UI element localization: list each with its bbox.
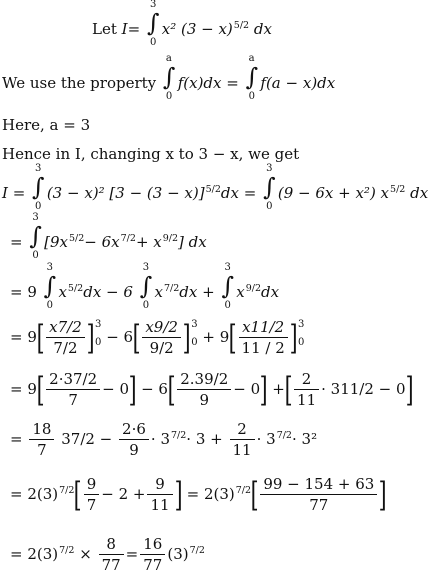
term: (3) (167, 544, 189, 563)
integral-sign: ∫ a 0 (162, 53, 176, 102)
exponent: 9/2 (162, 233, 179, 244)
term: = 2(3) (10, 544, 59, 563)
integrand: f(a − x)dx (260, 74, 336, 92)
term: x (58, 283, 67, 301)
line-property (2, 53, 336, 102)
lower-limit: 0 (266, 201, 273, 212)
equals-sign: = (226, 74, 239, 92)
denominator: 11 (297, 391, 317, 409)
lower-limit: 0 (165, 91, 173, 102)
line-substitution (2, 163, 428, 212)
term: = 2(3) (10, 484, 59, 503)
integral-sign: ∫ 3 0 (146, 0, 160, 48)
lower-limit: 0 (32, 250, 39, 261)
exponent: 5/2 (69, 233, 85, 244)
numerator: x7/2 (46, 318, 85, 338)
lower-limit: 0 (95, 336, 102, 348)
denominator: 7/2 (53, 339, 78, 357)
lower-limit: 0 (248, 91, 255, 102)
equals-sign: = (10, 429, 23, 448)
upper-limit: 3 (149, 0, 157, 10)
limits (95, 320, 101, 356)
integrand: f(x)dx (177, 74, 222, 92)
upper-limit: 3 (46, 262, 54, 273)
upper-limit: 3 (266, 163, 273, 174)
integrand: (9 − 6x + x²) x (277, 184, 390, 202)
lower-limit: 0 (224, 300, 231, 311)
term: − 0 (102, 379, 130, 398)
lower-limit: 0 (191, 336, 198, 348)
upper-limit: 3 (95, 318, 102, 330)
here-text: Here, a = 3 (2, 116, 91, 134)
denominator: 7 (86, 496, 97, 514)
term: dx − 6 (83, 283, 133, 301)
numerator: 8 (99, 535, 124, 555)
term: − 6x (84, 233, 120, 251)
fraction (230, 420, 255, 459)
numerator: 2·37/2 (46, 370, 100, 390)
upper-limit: 3 (35, 163, 42, 174)
coefficient: = 9 (10, 283, 37, 301)
upper-limit: 3 (298, 318, 305, 330)
denominator: 9 (199, 391, 210, 409)
differential: dx (410, 184, 428, 202)
upper-limit: 3 (224, 262, 231, 273)
denominator: 11 (232, 441, 252, 459)
numerator: x9/2 (142, 318, 181, 338)
line-expanded (10, 212, 207, 261)
fraction (46, 318, 85, 357)
upper-limit: a (248, 53, 255, 64)
fraction (140, 535, 165, 574)
integral-sign: ∫ a 0 (245, 53, 259, 102)
limits (298, 320, 304, 356)
line-let-integral (92, 0, 272, 48)
term: x (154, 283, 163, 301)
lower-limit: 0 (46, 300, 54, 311)
denominator: 9/2 (149, 339, 174, 357)
exponent: 7/2 (59, 484, 75, 496)
equals-sign: = (125, 544, 139, 563)
operator: − 6 (106, 327, 134, 346)
fraction (99, 535, 124, 574)
term: · 3² (291, 429, 318, 448)
numerator: 18 (29, 420, 54, 440)
line-simplified (10, 420, 317, 459)
lower-limit: 0 (298, 336, 305, 348)
denominator: 9 (129, 441, 139, 459)
line-antiderivatives: = 9[ $\frac{x7/2}{7/2}$ ] 3 0 − 6[ $\frac{x9/2}{9/2}$ ] 3 0 + 9[ $\frac{x11/2}{11 / 2}$ ] 3 0 (10, 317, 305, 358)
denominator: 11 / 2 (241, 339, 285, 357)
term: + x (135, 233, 162, 251)
term: x (236, 283, 245, 301)
coefficient: = 9 (10, 327, 37, 346)
fraction (46, 370, 100, 409)
exponent: 7/2 (120, 233, 136, 244)
numerator: 2.39/2 (177, 370, 231, 390)
term: · 3 (150, 429, 170, 448)
term: dx (261, 283, 280, 301)
integral-sign: ∫ 3 0 (221, 262, 234, 311)
lhs: I = (2, 184, 26, 202)
term: · 311/2 − 0 (321, 379, 406, 398)
operator: − 6 (141, 379, 168, 398)
term: = 2(3) (186, 484, 235, 503)
term: ] dx (178, 233, 207, 251)
denominator: 77 (101, 556, 121, 574)
exponent: 5/2 (390, 184, 406, 195)
term: [9x (44, 233, 68, 251)
exponent: 7/2 (189, 544, 205, 556)
fraction (119, 420, 149, 459)
exponent: 7/2 (59, 544, 75, 556)
fraction (84, 475, 100, 514)
integral-sign: ∫ 3 0 (139, 262, 153, 311)
equals-sign: = (10, 233, 23, 251)
differential: dx = (220, 184, 257, 202)
hence-text: Hence in I, changing x to 3 − x, we get (2, 145, 300, 163)
operator: + 9 (202, 327, 230, 346)
limits (191, 320, 197, 356)
upper-limit: 3 (191, 318, 198, 330)
integral-sign: ∫ 3 0 (43, 262, 57, 311)
numerator: x11/2 (239, 318, 288, 338)
integrand: (3 − x)² [3 − (3 − x)] (46, 184, 205, 202)
upper-limit: 3 (32, 212, 39, 223)
let-word: Let (92, 20, 117, 38)
integral-sign: ∫ 3 0 (263, 163, 276, 212)
line-final-answer (10, 535, 205, 574)
lower-limit: 0 (35, 201, 42, 212)
exponent: 5/2 (67, 283, 84, 294)
fraction (260, 475, 377, 514)
fraction (177, 370, 231, 409)
exponent: 7/2 (276, 429, 292, 441)
upper-limit: a (165, 53, 172, 64)
operator: + (272, 379, 285, 398)
fraction (294, 370, 319, 409)
numerator: 9 (84, 475, 100, 495)
numerator: 16 (140, 535, 165, 555)
term: − 0 (233, 379, 261, 398)
integral-name: I (121, 20, 128, 38)
differential: dx (253, 20, 272, 38)
upper-limit: 3 (142, 262, 150, 273)
denominator: 11 (150, 496, 170, 514)
fraction (142, 318, 181, 357)
numerator: 2 (230, 420, 255, 440)
equals-sign: = (127, 20, 141, 38)
term: · 3 + (186, 429, 223, 448)
exponent: 5/2 (205, 184, 221, 195)
times-sign: × (79, 544, 92, 563)
integral-sign: ∫ 3 0 (29, 212, 42, 261)
fraction (239, 318, 288, 357)
exponent: 9/2 (245, 283, 261, 294)
fraction (147, 475, 172, 514)
line-split-integrals (10, 262, 280, 311)
exponent: 7/2 (235, 484, 252, 496)
term: − 2 + (101, 484, 146, 503)
denominator: 77 (143, 556, 163, 574)
term: · 3 (256, 429, 276, 448)
integral-sign: ∫ 3 0 (32, 163, 45, 212)
fraction (29, 420, 54, 459)
term: dx + (179, 283, 215, 301)
numerator: 2 (294, 370, 319, 390)
denominator: 7 (37, 441, 47, 459)
numerator: 9 (147, 475, 172, 495)
property-text: We use the property (2, 74, 157, 92)
exponent: 7/2 (163, 283, 180, 294)
line-evaluated: = 9[ $\frac{2\cdot 37/2}{7}$ − 0] − 6[ $\frac{2.39/2}{9}$ − 0] +[ $\frac{2}{11}$ · 311/2 − 0] (10, 369, 414, 410)
exponent: 5/2 (233, 20, 250, 31)
lower-limit: 0 (142, 300, 150, 311)
coefficient: = 9 (10, 379, 37, 398)
integrand: x² (3 − x) (161, 20, 233, 38)
exponent: 7/2 (171, 429, 187, 441)
denominator: 77 (309, 496, 329, 514)
line-hence (2, 145, 299, 163)
line-here (2, 116, 90, 134)
term: 37/2 − (61, 429, 113, 448)
line-factored: = 2(3)7/2[ $\frac{9}{7}$ − 2 + $\frac{9}{11}$ ] = 2(3)7/2[ $\frac{99 - 154 + 63}{77}$ ] (10, 474, 387, 515)
numerator: 99 − 154 + 63 (260, 475, 377, 495)
numerator: 2·6 (119, 420, 149, 440)
lower-limit: 0 (149, 37, 157, 48)
denominator: 7 (68, 391, 78, 409)
